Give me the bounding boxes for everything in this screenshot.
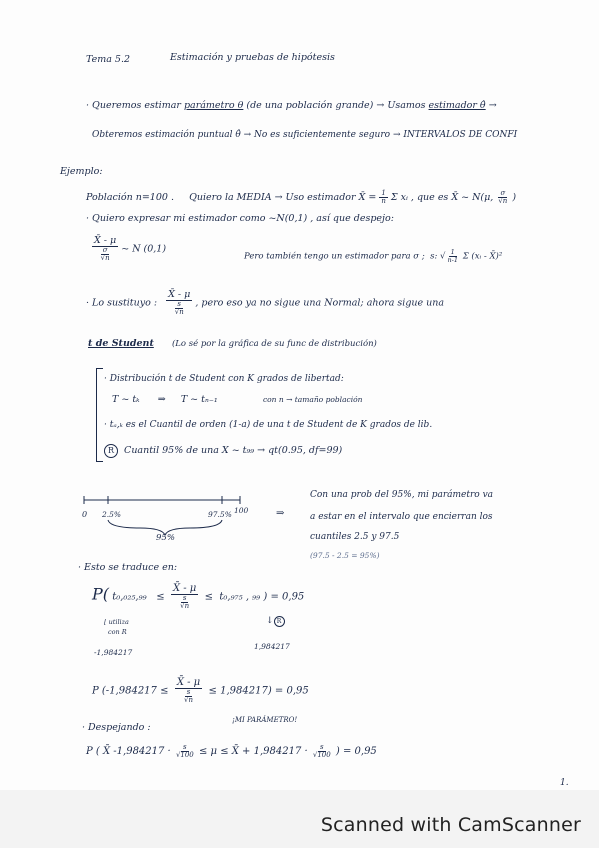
fraction-denominator: √n [184,696,193,704]
implies-arrow: ⇒ [157,394,166,405]
fraction-denominator [180,689,197,704]
confidence-interval-eq [86,744,377,759]
t-k-text: T ~ tₖ [112,394,140,405]
fraction-denominator: √100 [175,751,194,759]
quantile-text: Cuantil 95% de una X ~ t₉₉ → qt(0.95, df=99) [124,445,343,456]
arrow: → [488,100,497,111]
page-title: Estimación y pruebas de hipótesis [170,52,335,63]
r-circle-icon: R [104,444,118,458]
label-97-5: 97.5% [208,510,232,519]
fraction-numerator: X̄ - μ [94,235,117,246]
s-over-root-100 [174,744,196,759]
box-line-3: · tₐ,ₖ es el Cuantil de orden (1-a) de una t de Student de K grados de lib. [104,420,433,430]
standardized-formula [92,236,166,262]
label-2-5: 2.5% [102,510,122,519]
fraction-numerator: σ [500,189,506,197]
r-circle-icon: R [274,616,285,627]
t-stat-fraction [175,678,202,704]
my-parameter-note: ¡MI PARÁMETRO! [232,716,298,724]
solving-label: · Despejando : [82,722,151,733]
close-paren: ) [512,192,517,203]
fraction-numerator: 1 [381,189,386,197]
fraction-numerator: s [186,688,191,696]
normal-dist-text: ~ N (0,1) [121,243,167,255]
interval-text-3: cuantiles 2.5 y 97.5 [310,532,400,542]
estimator-term: estimador θ̂ [428,100,486,111]
t-stat-fraction [171,584,198,610]
parameter-term: parámetro θ [183,100,244,111]
p2-left: P (-1,984217 ≤ [92,685,169,697]
fraction-denominator [97,247,114,262]
s-over-root-100 [311,744,333,759]
fraction-denominator [176,595,193,610]
label-zero: 0 [82,510,88,519]
intro-line-2: Obteremos estimación puntual θ̂ → No es suficientemente seguro → INTERVALOS DE CONFI [92,130,518,140]
brace-label: 95% [156,533,175,543]
fraction-numerator: X̄ - μ [168,289,191,300]
interval-text-1: Con una prob del 95%, mi parámetro va [310,490,494,500]
one-over-n [379,190,388,205]
annotation-con-r: con R [108,628,127,636]
box-line-2 [112,394,363,405]
p2-right: ≤ 1,984217) = 0,95 [208,685,309,697]
left-quantile-value: -1,984217 [94,648,133,657]
le-symbol: ≤ [156,591,165,603]
definition-bracket [96,368,103,462]
example-label: Ejemplo: [60,166,103,177]
sigma-over-root-n [496,190,509,205]
substitution-line [86,290,444,316]
ci-left: P ( X̄ -1,984217 · [86,746,171,757]
scanner-footer [0,790,599,848]
sum-text: Σ xᵢ , que es X̄ ~ N(μ, [390,192,494,203]
fraction-denominator: √100 [312,751,331,759]
fraction-numerator: s [177,299,182,308]
t-student-note: (Lo sé por la gráfica de su func de distribución) [171,339,377,349]
annotation-r-right: ↓ R [266,616,285,627]
population-text: Población n=100 . [86,192,174,203]
sigma-estimator-note [244,249,502,263]
topic-number: Tema 5.2 [86,54,131,65]
fraction-numerator: s [182,594,187,602]
one-over-n-minus-1 [445,249,460,263]
scanner-watermark: Scanned with CamScanner [320,814,581,836]
xbar-symbol: X̄ = [358,192,377,203]
s-over-root-n [178,595,191,610]
sum-squares-text: Σ (xᵢ - X̄)² [462,251,503,262]
annotation-utiliza: ⌊ utiliza [104,618,129,626]
box-line-4 [104,444,342,458]
le-symbol: ≤ [204,591,214,603]
ci-right: ) = 0,95 [335,746,377,757]
s-over-root-n [182,689,195,704]
fraction-denominator: √n [498,197,508,205]
fraction-numerator: X̄ - μ [172,583,197,594]
fraction-numerator: σ [102,245,108,254]
fraction-numerator: s [319,743,324,751]
p-open: P( [92,584,110,604]
z-fraction [92,236,118,262]
right-quantile-value: 1,984217 [254,642,290,651]
probability-eq-2 [92,678,309,704]
fraction-denominator [171,301,188,316]
t-fraction [166,290,192,316]
left-quantile: t₀,₀₂₅,₉₉ [112,591,147,603]
fraction-denominator: n-1 [447,255,458,264]
right-quantile: t₀,₉₇₅ , ₉₉ [219,591,261,603]
interval-text-2: a estar en el intervalo que encierran los [310,512,493,522]
p-close: ) = 0,95 [263,591,305,603]
page-number: 1. [560,778,569,788]
example-line-1 [86,190,516,205]
fraction-numerator: 1 [450,248,455,256]
translate-label: · Esto se traduce en: [78,562,178,573]
fraction-denominator: n [381,197,386,205]
probability-eq-1 [92,584,304,610]
note-text: Pero también tengo un estimador para σ ; [244,251,425,262]
fraction-denominator: √n [174,307,184,316]
s-formula: s: √ [430,251,446,262]
fraction-denominator: √n [100,253,110,262]
example-line-2: · Quiero expresar mi estimador como ~N(0,1) , así que despejo: [86,213,394,224]
substitution-label: · Lo sustituyo : [86,297,158,309]
t-n-minus-1-text: T ~ tₙ₋₁ [180,394,218,405]
not-normal-text: , pero eso ya no sigue una Normal; ahora sigue una [195,297,445,309]
fraction-numerator: s [183,743,187,751]
intro-text: (de una población grande) → Usamos [246,100,426,111]
intro-line-1 [86,100,497,111]
label-100: 100 [234,506,249,515]
t-student-heading: t de Student [88,338,154,349]
intro-text: · Queremos estimar [86,100,181,111]
box-line-1: · Distribución t de Student con K grados de libertad: [104,374,344,384]
n-note: con n → tamaño población [262,395,363,404]
s-over-root-n [173,301,186,316]
fraction-numerator: X̄ - μ [176,677,201,688]
fraction-denominator: √n [180,602,190,610]
sigma-over-root-n [99,247,112,262]
ci-middle: ≤ μ ≤ X̄ + 1,984217 · [198,746,308,757]
interval-text-4: (97.5 - 2.5 = 95%) [310,551,380,560]
mean-text: Quiero la MEDIA → Uso estimador [189,192,356,203]
result-arrow: ⇒ [276,508,285,519]
student-t-line [88,338,377,349]
